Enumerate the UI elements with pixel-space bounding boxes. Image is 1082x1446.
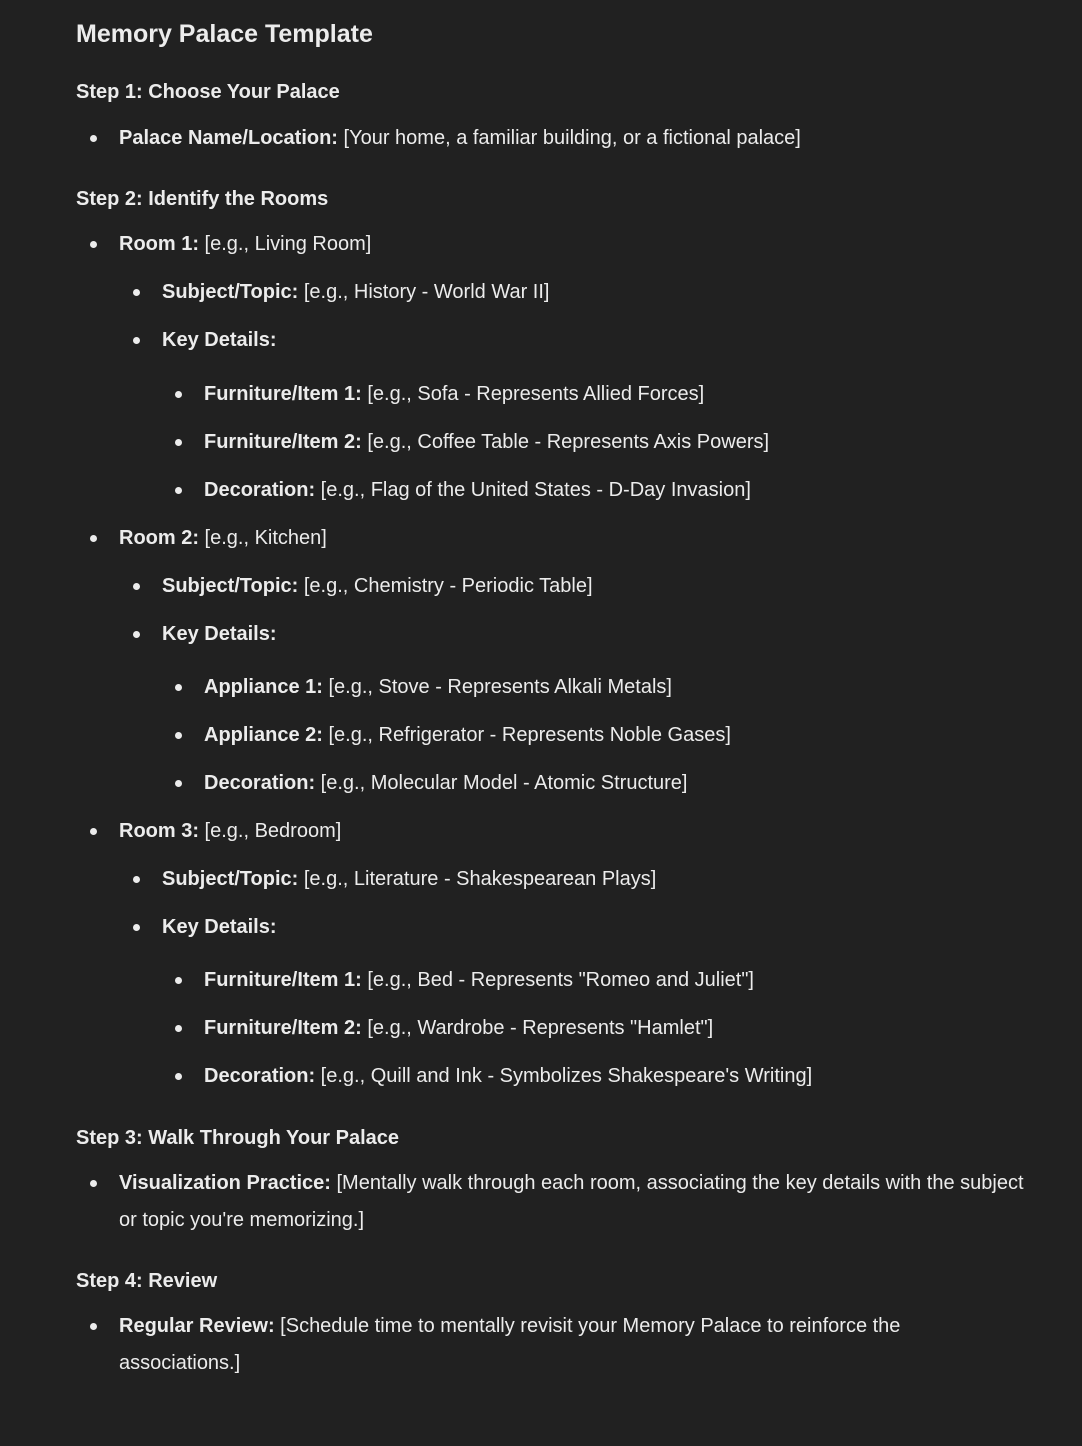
item-label: Key Details: bbox=[162, 916, 277, 938]
bullet-icon bbox=[133, 631, 140, 638]
item-label: Room 3: bbox=[119, 820, 199, 842]
list-item-detail bbox=[204, 962, 754, 999]
item-value: [e.g., Bed - Represents "Romeo and Juliet"] bbox=[361, 969, 754, 991]
bullet-icon bbox=[90, 241, 97, 248]
item-label: Subject/Topic: bbox=[162, 281, 299, 303]
bullet-icon bbox=[90, 135, 97, 142]
list-item-detail bbox=[204, 1010, 713, 1047]
list-item-key-details bbox=[162, 909, 277, 946]
item-value: [e.g., Coffee Table - Represents Axis Powers] bbox=[361, 431, 770, 453]
list-item-subject bbox=[162, 568, 593, 605]
page-title: Memory Palace Template bbox=[76, 20, 373, 48]
step-4-heading: Step 4: Review bbox=[76, 1270, 218, 1292]
list-item-subject bbox=[162, 274, 549, 311]
bullet-icon bbox=[90, 828, 97, 835]
item-label: Visualization Practice: bbox=[119, 1172, 331, 1194]
item-label: Subject/Topic: bbox=[162, 868, 299, 890]
list-item-palace-name bbox=[119, 120, 801, 157]
bullet-icon bbox=[175, 1025, 182, 1032]
item-label: Appliance 1: bbox=[204, 676, 323, 698]
bullet-icon bbox=[90, 1180, 97, 1187]
list-item-room-3 bbox=[119, 813, 341, 850]
item-label: Key Details: bbox=[162, 329, 277, 351]
item-label: Furniture/Item 1: bbox=[204, 969, 362, 991]
bullet-icon bbox=[175, 780, 182, 787]
list-item-key-details bbox=[162, 322, 277, 359]
bullet-icon bbox=[133, 876, 140, 883]
list-item-detail bbox=[204, 669, 672, 706]
list-item-subject bbox=[162, 861, 656, 898]
item-label: Decoration: bbox=[204, 772, 316, 794]
item-value: [e.g., Quill and Ink - Symbolizes Shakespeare's Writing] bbox=[315, 1065, 813, 1087]
bullet-icon bbox=[133, 924, 140, 931]
bullet-icon bbox=[175, 439, 182, 446]
bullet-icon bbox=[175, 1073, 182, 1080]
item-value: [e.g., Living Room] bbox=[199, 233, 372, 255]
item-label: Regular Review: bbox=[119, 1315, 275, 1337]
item-label: Furniture/Item 2: bbox=[204, 1017, 362, 1039]
item-value: [e.g., Kitchen] bbox=[199, 527, 327, 549]
list-item-detail bbox=[204, 376, 704, 413]
item-value: [e.g., Molecular Model - Atomic Structure] bbox=[315, 772, 688, 794]
step-3-heading: Step 3: Walk Through Your Palace bbox=[76, 1127, 400, 1149]
list-item-review bbox=[119, 1308, 979, 1382]
bullet-icon bbox=[175, 391, 182, 398]
bullet-icon bbox=[175, 732, 182, 739]
bullet-icon bbox=[175, 684, 182, 691]
step-2-heading: Step 2: Identify the Rooms bbox=[76, 188, 329, 210]
bullet-icon bbox=[90, 535, 97, 542]
item-value: [e.g., Chemistry - Periodic Table] bbox=[298, 575, 593, 597]
item-label: Room 1: bbox=[119, 233, 199, 255]
item-value: [Mentally walk through each room, associating the key details with the subject or topic you're memorizing.] bbox=[119, 1172, 1024, 1231]
bullet-icon bbox=[133, 289, 140, 296]
item-value: [e.g., Flag of the United States - D-Day Invasion] bbox=[315, 479, 751, 501]
item-label: Subject/Topic: bbox=[162, 575, 299, 597]
item-label: Decoration: bbox=[204, 479, 316, 501]
item-value: [e.g., Literature - Shakespearean Plays] bbox=[298, 868, 657, 890]
list-item-key-details bbox=[162, 616, 277, 653]
bullet-icon bbox=[133, 583, 140, 590]
item-label: Decoration: bbox=[204, 1065, 316, 1087]
bullet-icon bbox=[90, 1323, 97, 1330]
item-value: [e.g., Bedroom] bbox=[199, 820, 342, 842]
step-1-heading: Step 1: Choose Your Palace bbox=[76, 81, 340, 103]
item-value: [e.g., History - World War II] bbox=[298, 281, 550, 303]
item-value: [e.g., Refrigerator - Represents Noble Gases] bbox=[322, 724, 731, 746]
item-label: Furniture/Item 1: bbox=[204, 383, 362, 405]
bullet-icon bbox=[175, 487, 182, 494]
bullet-icon bbox=[133, 337, 140, 344]
list-item-detail bbox=[204, 472, 751, 509]
item-label: Key Details: bbox=[162, 623, 277, 645]
list-item-detail bbox=[204, 765, 688, 802]
item-value: [Schedule time to mentally revisit your Memory Palace to reinforce the associations.] bbox=[119, 1315, 901, 1374]
list-item-visualization bbox=[119, 1165, 1029, 1239]
list-item-detail bbox=[204, 424, 769, 461]
item-label: Furniture/Item 2: bbox=[204, 431, 362, 453]
item-value: [Your home, a familiar building, or a fictional palace] bbox=[337, 127, 801, 149]
bullet-icon bbox=[175, 977, 182, 984]
list-item-detail bbox=[204, 717, 731, 754]
item-label: Palace Name/Location: bbox=[119, 127, 338, 149]
list-item-room-1 bbox=[119, 226, 371, 263]
list-item-room-2 bbox=[119, 520, 327, 557]
item-value: [e.g., Stove - Represents Alkali Metals] bbox=[322, 676, 672, 698]
list-item-detail bbox=[204, 1058, 812, 1095]
item-label: Appliance 2: bbox=[204, 724, 323, 746]
item-value: [e.g., Wardrobe - Represents "Hamlet"] bbox=[361, 1017, 714, 1039]
item-value: [e.g., Sofa - Represents Allied Forces] bbox=[361, 383, 705, 405]
item-label: Room 2: bbox=[119, 527, 199, 549]
